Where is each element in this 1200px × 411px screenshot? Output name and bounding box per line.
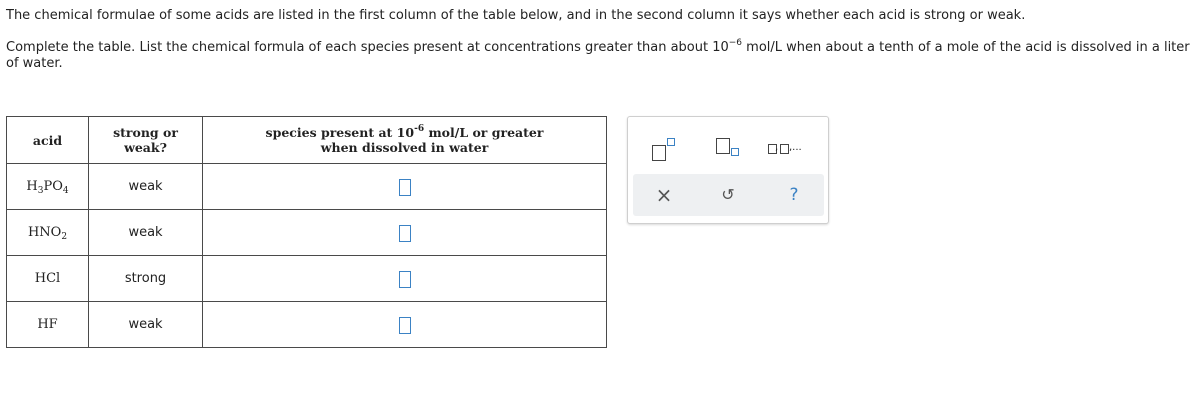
undo-button[interactable] (715, 182, 741, 208)
header-species-exponent: -6 (414, 124, 425, 134)
instructions-line-1: The chemical formulae of some acids are listed in the first column of the table below, and in the second column it says whether each acid is strong or weak. (6, 8, 1026, 23)
clear-icon: × (655, 183, 673, 207)
header-strength-line-2: weak? (124, 140, 167, 155)
species-answer-input[interactable] (399, 179, 411, 196)
header-species-line-1-rest: mol/L or greater (424, 125, 544, 140)
superscript-button[interactable] (648, 135, 678, 165)
species-answer-input[interactable] (399, 317, 411, 334)
formula-subscript: 2 (61, 232, 68, 242)
table-row (7, 164, 607, 210)
list-button[interactable] (766, 139, 816, 159)
formula-base: HCl (34, 271, 61, 286)
formula-base: HNO (27, 225, 62, 240)
acid-formula (7, 210, 89, 256)
list-separator: , (775, 142, 779, 153)
help-icon: ? (789, 185, 799, 205)
header-species-line-2: when dissolved in water (320, 140, 489, 155)
header-acid: acid (7, 117, 89, 164)
subscript-icon (716, 138, 730, 154)
instructions-line-2-text: Complete the table. List the chemical formula of each species present at concentrations greater than about 10 (6, 40, 729, 55)
acid-strength: weak (89, 164, 203, 210)
formula-subscript: 3 (37, 186, 44, 196)
help-button[interactable] (781, 182, 807, 208)
acid-formula (7, 164, 89, 210)
instructions (6, 8, 1191, 72)
math-palette (627, 116, 829, 224)
formula-base: H (26, 179, 38, 194)
header-species (203, 117, 607, 164)
formula-mid: PO (43, 179, 63, 194)
species-answer-cell[interactable] (203, 210, 607, 256)
acid-strength: weak (89, 302, 203, 348)
species-answer-cell[interactable] (203, 256, 607, 302)
palette-action-bar (633, 174, 824, 216)
header-species-line-1: species present at 10 (265, 125, 415, 140)
formula-base: HF (37, 317, 58, 332)
list-box-icon (780, 144, 789, 154)
species-answer-input[interactable] (399, 225, 411, 242)
species-answer-cell[interactable] (203, 302, 607, 348)
header-strength-line-1: strong or (113, 125, 178, 140)
superscript-small-box-icon (667, 138, 675, 146)
subscript-small-box-icon (731, 148, 739, 156)
acid-strength: strong (89, 256, 203, 302)
acid-formula (7, 302, 89, 348)
list-ellipsis: ,... (789, 142, 802, 153)
subscript-button[interactable] (712, 135, 742, 165)
header-strength (89, 117, 203, 164)
acid-table (6, 116, 607, 348)
undo-icon: ↺ (721, 185, 735, 204)
table-row (7, 302, 607, 348)
instructions-line-2 (6, 40, 1191, 72)
clear-button[interactable] (651, 182, 677, 208)
acid-strength: weak (89, 210, 203, 256)
formula-subscript: 4 (62, 186, 69, 196)
header-row (7, 117, 607, 164)
instructions-exponent: −6 (728, 38, 743, 48)
table-row (7, 256, 607, 302)
instructions-line-2-rest: mol/L when about a tenth of a mole of the acid is dissolved in a liter of water. (6, 40, 1190, 71)
superscript-icon (652, 145, 666, 161)
species-answer-input[interactable] (399, 271, 411, 288)
acid-formula (7, 256, 89, 302)
table-row (7, 210, 607, 256)
species-answer-cell[interactable] (203, 164, 607, 210)
